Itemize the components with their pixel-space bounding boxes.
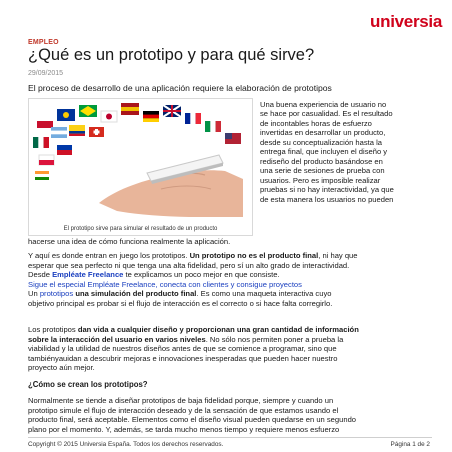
text-line: prototipo simule el flujo de interacción deseado y de la sensación de que estamos usando el <box>28 405 339 415</box>
text-line: sobre la interacción del usuario en varios niveles. No sólo nos permiten poner a prueba la <box>28 334 344 344</box>
text-line: proyecto aún mejor. <box>28 363 95 373</box>
text-line: de esta manera los usuarios no pueden <box>260 194 394 204</box>
intro-continuation <box>28 237 432 247</box>
section-heading: ¿Cómo se crean los prototipos? <box>28 380 148 389</box>
universia-logo[interactable] <box>370 12 442 32</box>
text-line: objetivo principal es probar si el flujo de interacción es el correcto o si hace falta corregirlo. <box>28 298 333 308</box>
text-line: producto final, será aceptable. Elementos como el diseño visual pueden quedarse en un segundo <box>28 415 357 425</box>
text-line: Los prototipos dan vida a cualquier diseño y proporcionan una gran cantidad de información <box>28 325 359 334</box>
text-line: Una buena experiencia de usuario no <box>260 100 387 109</box>
text-line: Normalmente se tiende a diseñar prototipos de baja fidelidad porque, siempre y cuando un <box>28 396 334 405</box>
section-label: EMPLEO <box>28 39 59 46</box>
text-line: una serie de sesiones de prueba con <box>260 166 385 176</box>
footer-copyright: Copyright © 2015 Universia España. Todos los derechos reservados. <box>28 441 224 448</box>
article-date: 29/09/2015 <box>28 70 64 77</box>
text-line: de incontables horas de esfuerzo <box>260 118 372 128</box>
hand-phone-flags-illustration <box>29 99 252 223</box>
text-line: Un prototipos una simulación del producto final. Es como una maqueta interactiva cuyo <box>28 289 332 299</box>
intro-paragraph <box>260 100 435 204</box>
emplate-freelance-special-link[interactable]: Sigue el especial Empléate Freelance, conecta con clientes y consigue proyectos <box>28 279 302 289</box>
text-line: invertidas en desarrollar un producto, <box>260 128 386 138</box>
text-line: se hace por casualidad. Es el resultado <box>260 109 393 119</box>
paragraph-benefits <box>28 325 432 373</box>
article-lead: El proceso de desarrollo de una aplicación requiere la elaboración de prototipos <box>28 83 332 93</box>
text-line: Desde Empléate Freelance te explicamos un poco mejor en que consiste. <box>28 270 280 280</box>
paragraph-prototypes <box>28 251 432 309</box>
article-title: ¿Qué es un prototipo y para qué sirve? <box>28 46 315 64</box>
article-image <box>28 98 253 236</box>
prototipos-link[interactable]: prototipos <box>39 289 74 299</box>
text-line: Y aquí es donde entran en juego los prototipos. Un prototipo no es el producto final, ni hay que <box>28 251 358 260</box>
text-line: plano por el momento. Y, además, se tarda mucho menos tiempo y requiere menos esfuerzo <box>28 424 340 434</box>
paragraph-how <box>28 396 432 434</box>
text-line: pruebas si no hay interactividad, ya que <box>260 185 394 195</box>
text-line: viabilidad y la utilidad de nuestros diseños antes de que se comience a programar, sino que <box>28 344 337 354</box>
text-line: entrega final, que incluyen el diseño y <box>260 147 388 157</box>
emplate-freelance-link[interactable]: Empléate Freelance <box>52 270 124 280</box>
text-line: desde su conceptualización hasta la <box>260 137 383 147</box>
footer-page-number: Página 1 de 2 <box>390 441 430 448</box>
text-line: esperar que sea perfecto ni que tenga una alta fidelidad, pero sí un alto grado de interactividad. <box>28 260 350 270</box>
text-line: usuarios. Pero es imposible realizar <box>260 175 381 185</box>
text-line: rediseño del producto basándose en <box>260 156 383 166</box>
text-line: tambiényauidan a descubrir mejoras e innovaciones inesperadas que pueden hacer nuestro <box>28 353 338 363</box>
logo-text: universia <box>370 12 442 31</box>
text-line: hacerse una idea de cómo funciona realmente la aplicación. <box>28 237 231 246</box>
footer-divider <box>28 437 432 438</box>
image-caption: El prototipo sirve para simular el resultado de un producto <box>63 226 218 232</box>
